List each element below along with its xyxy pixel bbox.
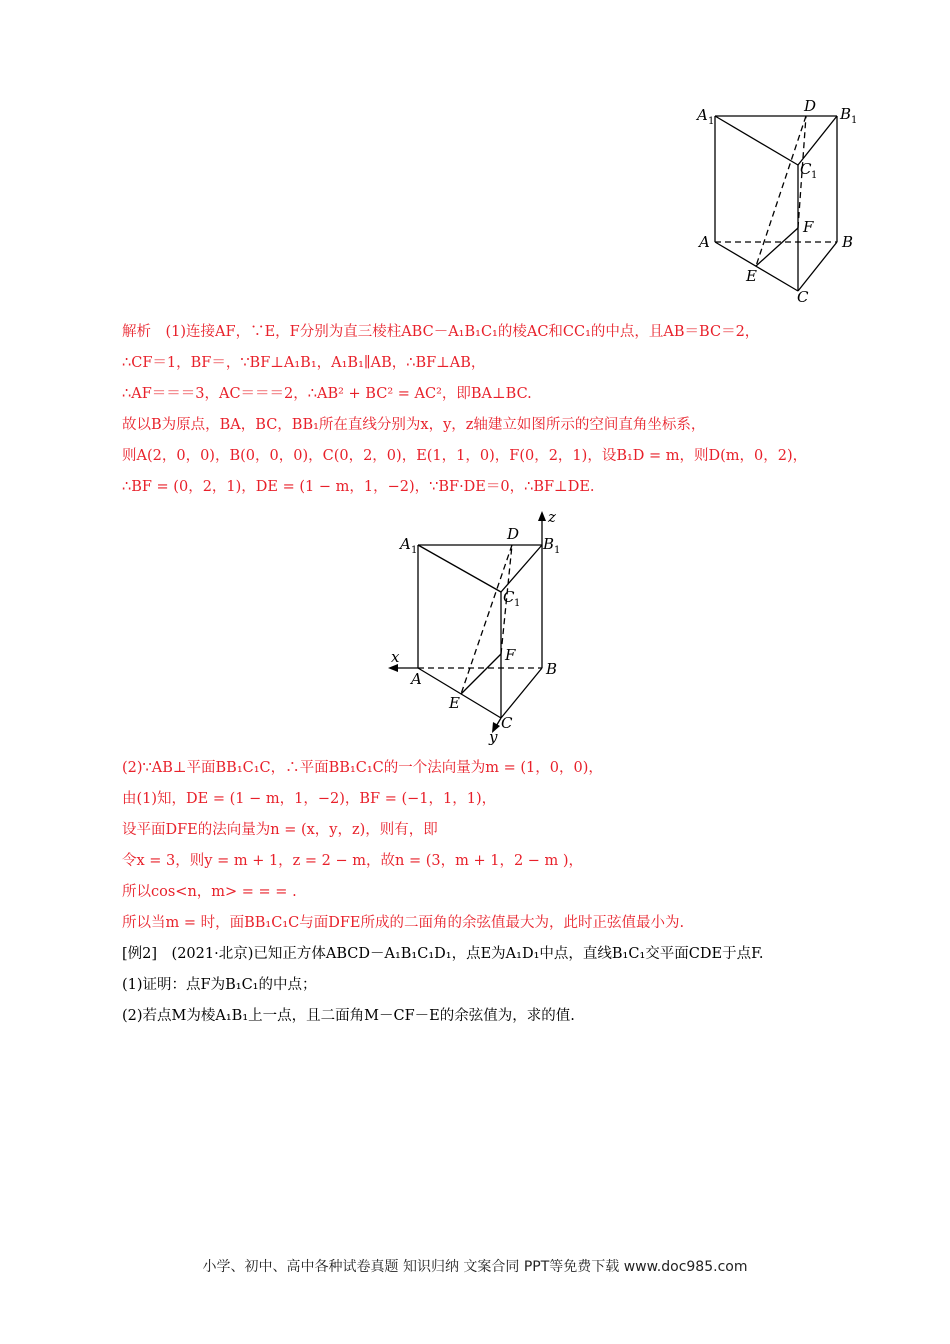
solution-line-5: 则A(2，0，0)，B(0，0，0)，C(0，2，0)，E(1，1，0)，F(0，2，1)，设B₁D = m，则D(m，0，2)， [122,448,808,464]
label-C1: C [503,588,515,606]
label-A: A [411,670,422,688]
label-B: B [546,660,558,678]
axis-label-x: x [391,648,400,666]
solution-part2-line-5: 所以cos<n，m> = = = . [122,884,297,900]
solution-line-2: ∴CF＝1，BF＝，∵BF⊥A₁B₁，A₁B₁∥AB，∴BF⊥AB， [122,355,486,371]
axis-label-y: y [489,728,498,746]
solution-line-6: ∴BF = (0，2，1)，DE = (1 − m，1，−2)，∵BF·DE＝0，∴BF⊥DE. [122,479,595,495]
label-B1-sub: 1 [851,115,858,126]
solution-line-1: 解析 (1)连接AF，∵E，F分别为直三棱柱ABC－A₁B₁C₁的棱AC和CC₁的中点，且AB＝BC＝2， [122,324,760,340]
prism-diagram-2 [385,510,575,745]
axis-label-z: z [548,508,556,526]
label-E: E [746,267,757,285]
label-C1-sub: 1 [514,598,521,609]
prism-figure-2 [385,510,575,745]
label-B1: B [543,535,555,553]
label-A: A [699,233,710,251]
prism-diagram-1 [690,95,870,310]
label-C1-sub: 1 [811,170,818,181]
label-B1-sub: 1 [554,545,561,556]
example-line-2: (1)证明：点F为B₁C₁的中点； [122,977,317,993]
label-F: F [803,218,814,236]
solution-line-4: 故以B为原点，BA，BC，BB₁所在直线分别为x，y，z轴建立如图所示的空间直角坐标系， [122,417,706,433]
solution-part2-line-3: 设平面DFE的法向量为n = (x，y，z)，则有，即 [122,822,438,838]
label-D: D [804,97,817,115]
example-line-3: (2)若点M为棱A₁B₁上一点，且二面角M－CF－E的余弦值为，求的值. [122,1008,575,1024]
label-A1: A [400,535,411,553]
solution-part2-line-6: 所以当m = 时，面BB₁C₁C与面DFE所成的二面角的余弦值最大为，此时正弦值最小为. [122,915,685,931]
prism-figure-1 [690,95,870,310]
label-A1-sub: 1 [708,116,715,127]
solution-part2-line-4: 令x = 3，则y = m + 1，z = 2 − m，故n = (3，m + 1，2 − m )， [122,853,584,869]
label-A1-sub: 1 [411,545,418,556]
label-A1: A [697,106,708,124]
example-line-1: [例2] (2021·北京)已知正方体ABCD－A₁B₁C₁D₁，点E为A₁D₁中点，直线B₁C₁交平面CDE于点F. [122,946,764,962]
label-D: D [507,525,520,543]
label-F: F [505,646,516,664]
label-C: C [797,288,809,306]
solution-part2-line-1: (2)∵AB⊥平面BB₁C₁C，∴平面BB₁C₁C的一个法向量为m = (1，0，0)， [122,760,603,776]
label-C1: C [800,160,812,178]
label-B1: B [840,105,852,123]
label-E: E [449,694,460,712]
label-B: B [842,233,854,251]
solution-line-3: ∴AF＝＝＝3，AC＝＝＝2，∴AB² + BC² = AC²，即BA⊥BC. [122,386,532,402]
page-footer: 小学、初中、高中各种试卷真题 知识归纳 文案合同 PPT等免费下载 www.doc985.com [202,1259,748,1275]
solution-part2-line-2: 由(1)知，DE = (1 − m，1，−2)，BF = (−1，1，1)， [122,791,497,807]
label-C: C [501,714,513,732]
